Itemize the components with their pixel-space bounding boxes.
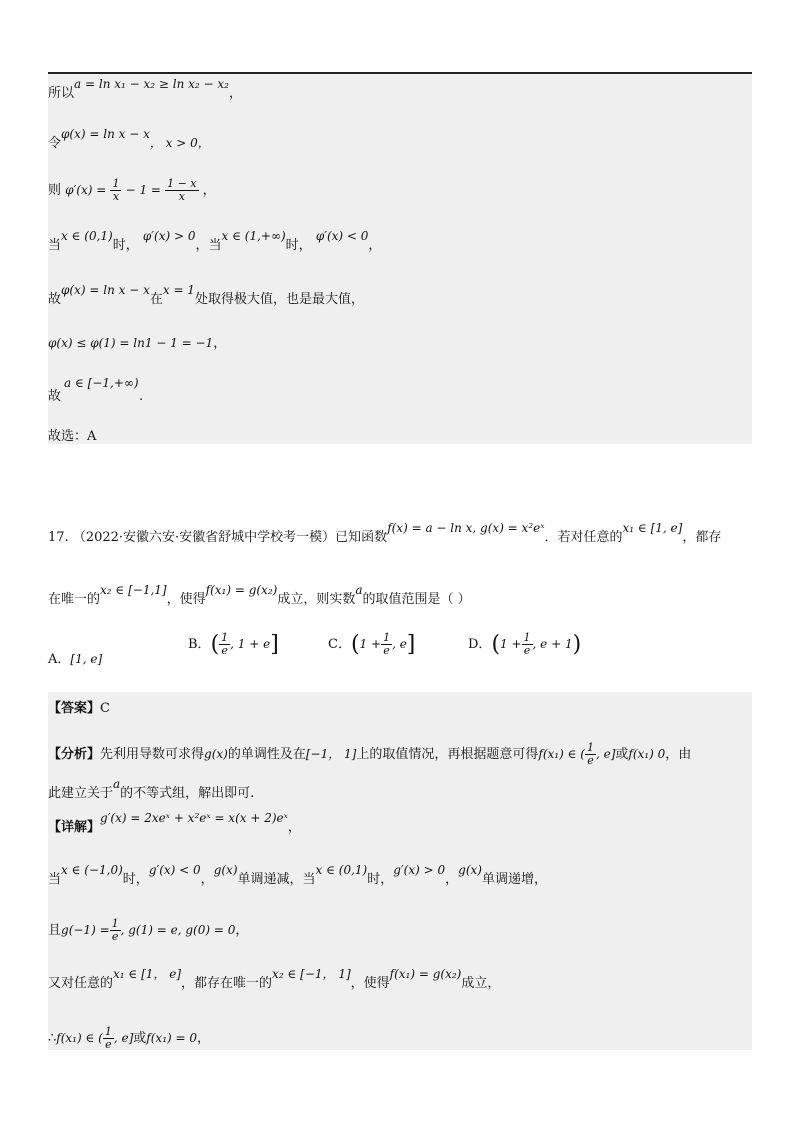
option-c: C．(1 + $\frac{1}{e}$ , e] (328, 631, 416, 657)
option-b: B．( $\frac{1}{e}$ , 1 + e] (188, 631, 279, 657)
fraction: $\frac{1}{e}$ (383, 631, 391, 657)
prev-line-7-math: a ∈ [−1,+∞) (64, 376, 139, 390)
fraction: $\frac{1}{e}$ (104, 1025, 112, 1051)
prev-line-4: 当x ∈ (0,1)时， φ′(x) > 0，当x ∈ (1,+∞)时， φ′(x) < 0， (48, 229, 382, 253)
prev-line-3: 则 φ′(x) = $\frac{1}{x}$ − 1 = $\frac{1 - x}{x}$ ， (48, 177, 216, 203)
detail-line-4: 又对任意的x₁ ∈ [1， e]，都存在唯一的x₂ ∈ [−1， 1]，使得f(x₁) = g(x₂)成立， (48, 967, 501, 991)
analysis-line-2: 此建立关于a的不等式组，解出即可. (48, 777, 255, 801)
prev-line-1: 所以a = ln x₁ − x₂ ≥ ln x₂ − x₂， (48, 77, 242, 101)
problem-line-1: 17. （2022·安徽六安·安徽省舒城中学校考一模）已知函数f(x) = a − ln x, g(x) = x²eˣ．若对任意的x₁ ∈ [1, e]，都存 (48, 521, 722, 545)
option-a: A．[1, e] (48, 652, 103, 667)
fraction: $\frac{1}{x}$ (112, 177, 120, 203)
detail-line-5: ∴f(x₁) ∈ ( $\frac{1}{e}$ , e]或f(x₁) = 0， (48, 1025, 211, 1051)
detail-line-1: 【详解】g′(x) = 2xeˣ + x²eˣ = x(x + 2)eˣ， (48, 811, 301, 835)
analysis-line-1: 【分析】先利用导数可求得g(x)的单调性及在[−1， 1]上的取值情况，再根据题意可得f(x₁) ∈ ( $\frac{1}{e}$ , e]或f(x₁) 0，由 (48, 741, 692, 767)
detail-line-3: 且g(−1) = $\frac{1}{e}$ , g(1) = e, g(0) = 0， (48, 917, 249, 943)
prev-answer-line: 故选：A (48, 429, 97, 444)
answer-line: 【答案】C (48, 701, 110, 716)
problem-number: 17. (48, 530, 69, 545)
prev-solution-block (48, 74, 752, 444)
prev-line-6: φ(x) ≤ φ(1) = ln1 − 1 = −1， (48, 336, 227, 351)
fraction: $\frac{1}{e}$ (586, 741, 594, 767)
prev-line-5: 故φ(x) = ln x − x在x = 1处取得极大值，也是最大值， (48, 283, 364, 307)
fraction: $\frac{1}{e}$ (221, 631, 229, 657)
problem-line-2: 在唯一的x₂ ∈ [−1,1]，使得f(x₁) = g(x₂)成立，则实数a的取值范围是（ ） (48, 583, 471, 607)
fraction: $\frac{1}{e}$ (111, 917, 119, 943)
prev-line-7: 故 . (48, 389, 144, 404)
fraction: $\frac{1 - x}{x}$ (167, 177, 197, 203)
fraction: $\frac{1}{e}$ (523, 631, 531, 657)
prev-line-2: 令φ(x) = ln x − x， x > 0， (48, 127, 210, 151)
option-d: D．(1 + $\frac{1}{e}$ , e + 1) (468, 631, 582, 657)
detail-line-2: 当x ∈ (−1,0)时，g′(x) < 0，g(x)单调递减，当x ∈ (0,1)时，g′(x) > 0，g(x)单调递增， (48, 863, 547, 887)
